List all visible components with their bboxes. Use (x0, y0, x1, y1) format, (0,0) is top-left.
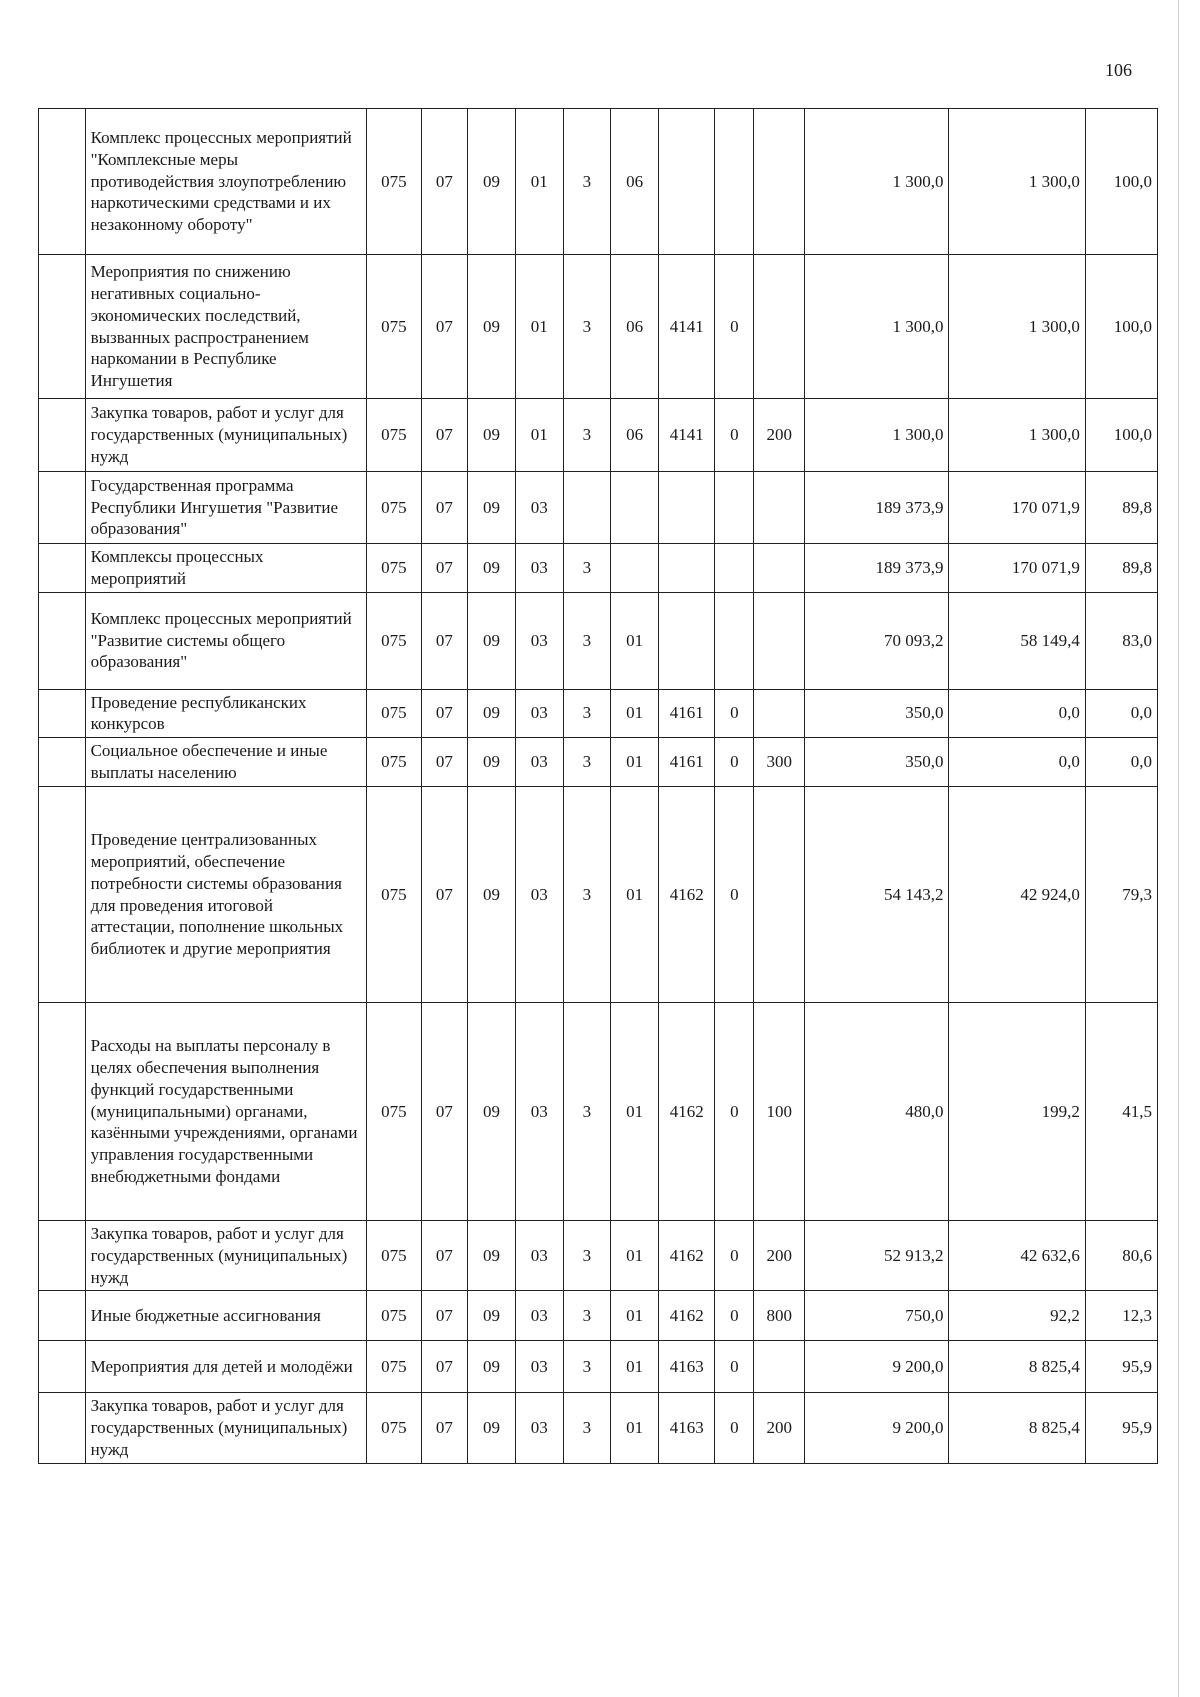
row-index-cell (39, 255, 86, 399)
code-complex: 01 (611, 1341, 659, 1393)
row-index-cell (39, 1341, 86, 1393)
code-program: 03 (515, 544, 563, 593)
code-section: 07 (421, 1291, 468, 1341)
code-program-type: 3 (563, 255, 611, 399)
planned-amount: 480,0 (805, 1003, 949, 1221)
code-program: 03 (515, 689, 563, 738)
code-direction: 4162 (658, 1221, 715, 1291)
code-program-type: 3 (563, 592, 611, 689)
code-program: 03 (515, 1221, 563, 1291)
row-index-cell (39, 1003, 86, 1221)
row-index-cell (39, 787, 86, 1003)
row-name: Расходы на выплаты персоналу в целях обеспечения выполнения функций государственными (муниципальными) органами, казёнными учреждениями, органами управления государственными внебюджетными фондами (85, 1003, 367, 1221)
code-section: 07 (421, 1221, 468, 1291)
code-complex: 01 (611, 787, 659, 1003)
code-direction: 4161 (658, 738, 715, 787)
table-body (39, 109, 1158, 1464)
row-index-cell (39, 544, 86, 593)
code-direction: 4141 (658, 255, 715, 399)
code-expense-type: 200 (754, 1221, 805, 1291)
table-row (39, 1393, 1158, 1463)
code-expense-type: 200 (754, 399, 805, 472)
code-program: 03 (515, 787, 563, 1003)
code-admin: 075 (367, 1341, 421, 1393)
code-program-type: 3 (563, 109, 611, 255)
code-program: 03 (515, 472, 563, 544)
planned-amount: 350,0 (805, 738, 949, 787)
code-complex: 06 (611, 255, 659, 399)
executed-amount: 1 300,0 (949, 399, 1085, 472)
row-name: Комплексы процессных мероприятий (85, 544, 367, 593)
code-section: 07 (421, 738, 468, 787)
planned-amount: 70 093,2 (805, 592, 949, 689)
code-expense-type (754, 1341, 805, 1393)
code-expense-type (754, 472, 805, 544)
code-program: 01 (515, 255, 563, 399)
code-program-type: 3 (563, 787, 611, 1003)
planned-amount: 350,0 (805, 689, 949, 738)
executed-amount: 1 300,0 (949, 109, 1085, 255)
code-subsection: 09 (468, 1341, 516, 1393)
row-name: Социальное обеспечение и иные выплаты населению (85, 738, 367, 787)
code-admin: 075 (367, 787, 421, 1003)
code-section: 07 (421, 399, 468, 472)
code-program: 01 (515, 109, 563, 255)
code-program-type: 3 (563, 689, 611, 738)
planned-amount: 9 200,0 (805, 1393, 949, 1463)
code-subsection: 09 (468, 399, 516, 472)
code-section: 07 (421, 1393, 468, 1463)
code-expense-type: 100 (754, 1003, 805, 1221)
code-program-type: 3 (563, 1393, 611, 1463)
code-subsection: 09 (468, 592, 516, 689)
code-subdirection: 0 (715, 399, 754, 472)
code-program-type: 3 (563, 544, 611, 593)
code-admin: 075 (367, 1003, 421, 1221)
code-direction (658, 592, 715, 689)
code-admin: 075 (367, 592, 421, 689)
code-subdirection (715, 109, 754, 255)
row-name: Закупка товаров, работ и услуг для государственных (муниципальных) нужд (85, 399, 367, 472)
row-name: Государственная программа Республики Ингушетия "Развитие образования" (85, 472, 367, 544)
code-expense-type: 800 (754, 1291, 805, 1341)
code-program-type: 3 (563, 738, 611, 787)
code-subdirection (715, 592, 754, 689)
table-row (39, 1291, 1158, 1341)
code-subsection: 09 (468, 1393, 516, 1463)
planned-amount: 54 143,2 (805, 787, 949, 1003)
table-row (39, 255, 1158, 399)
execution-percent: 80,6 (1085, 1221, 1157, 1291)
executed-amount: 1 300,0 (949, 255, 1085, 399)
planned-amount: 189 373,9 (805, 544, 949, 593)
code-section: 07 (421, 472, 468, 544)
executed-amount: 0,0 (949, 738, 1085, 787)
executed-amount: 42 632,6 (949, 1221, 1085, 1291)
code-subdirection: 0 (715, 1291, 754, 1341)
code-subdirection: 0 (715, 1393, 754, 1463)
table-row (39, 592, 1158, 689)
executed-amount: 170 071,9 (949, 544, 1085, 593)
code-section: 07 (421, 689, 468, 738)
execution-percent: 89,8 (1085, 472, 1157, 544)
code-subsection: 09 (468, 255, 516, 399)
code-complex: 06 (611, 109, 659, 255)
executed-amount: 170 071,9 (949, 472, 1085, 544)
code-direction (658, 544, 715, 593)
code-complex: 01 (611, 1221, 659, 1291)
execution-percent: 0,0 (1085, 738, 1157, 787)
execution-percent: 12,3 (1085, 1291, 1157, 1341)
code-subsection: 09 (468, 738, 516, 787)
table-row (39, 544, 1158, 593)
code-direction: 4163 (658, 1393, 715, 1463)
code-subsection: 09 (468, 472, 516, 544)
code-admin: 075 (367, 109, 421, 255)
code-section: 07 (421, 544, 468, 593)
planned-amount: 9 200,0 (805, 1341, 949, 1393)
code-program-type: 3 (563, 399, 611, 472)
row-name: Мероприятия по снижению негативных социально-экономических последствий, вызванных распространением наркомании в Республике Ингушетия (85, 255, 367, 399)
row-name: Закупка товаров, работ и услуг для государственных (муниципальных) нужд (85, 1221, 367, 1291)
executed-amount: 8 825,4 (949, 1393, 1085, 1463)
table-row (39, 689, 1158, 738)
code-section: 07 (421, 592, 468, 689)
row-index-cell (39, 109, 86, 255)
code-admin: 075 (367, 255, 421, 399)
code-complex: 01 (611, 592, 659, 689)
executed-amount: 92,2 (949, 1291, 1085, 1341)
code-subdirection: 0 (715, 255, 754, 399)
code-subdirection (715, 472, 754, 544)
table-row (39, 399, 1158, 472)
code-program: 03 (515, 1291, 563, 1341)
code-direction: 4163 (658, 1341, 715, 1393)
code-expense-type (754, 787, 805, 1003)
code-direction: 4162 (658, 1003, 715, 1221)
code-direction (658, 472, 715, 544)
code-expense-type (754, 255, 805, 399)
executed-amount: 8 825,4 (949, 1341, 1085, 1393)
code-subsection: 09 (468, 1003, 516, 1221)
code-program-type: 3 (563, 1221, 611, 1291)
code-expense-type (754, 689, 805, 738)
row-name: Комплекс процессных мероприятий "Развитие системы общего образования" (85, 592, 367, 689)
code-program: 03 (515, 738, 563, 787)
code-admin: 075 (367, 399, 421, 472)
code-direction: 4162 (658, 1291, 715, 1341)
code-program: 03 (515, 592, 563, 689)
execution-percent: 83,0 (1085, 592, 1157, 689)
executed-amount: 199,2 (949, 1003, 1085, 1221)
row-index-cell (39, 1221, 86, 1291)
scan-edge-line (1178, 0, 1179, 1697)
code-admin: 075 (367, 544, 421, 593)
code-subdirection (715, 544, 754, 593)
table-row (39, 1003, 1158, 1221)
code-program: 03 (515, 1003, 563, 1221)
code-admin: 075 (367, 1221, 421, 1291)
code-program-type: 3 (563, 1291, 611, 1341)
row-name: Комплекс процессных мероприятий "Комплексные меры противодействия злоупотреблению наркотическими средствами и их незаконному обороту" (85, 109, 367, 255)
row-index-cell (39, 472, 86, 544)
code-direction: 4162 (658, 787, 715, 1003)
code-complex: 01 (611, 689, 659, 738)
code-direction (658, 109, 715, 255)
code-subsection: 09 (468, 544, 516, 593)
planned-amount: 189 373,9 (805, 472, 949, 544)
planned-amount: 1 300,0 (805, 399, 949, 472)
planned-amount: 1 300,0 (805, 255, 949, 399)
row-index-cell (39, 592, 86, 689)
code-section: 07 (421, 1341, 468, 1393)
row-name: Иные бюджетные ассигнования (85, 1291, 367, 1341)
row-index-cell (39, 689, 86, 738)
code-program: 03 (515, 1393, 563, 1463)
code-expense-type (754, 592, 805, 689)
code-expense-type (754, 544, 805, 593)
code-subdirection: 0 (715, 1341, 754, 1393)
row-index-cell (39, 1291, 86, 1341)
code-subdirection: 0 (715, 1221, 754, 1291)
code-expense-type: 300 (754, 738, 805, 787)
code-program-type: 3 (563, 1341, 611, 1393)
executed-amount: 0,0 (949, 689, 1085, 738)
code-subdirection: 0 (715, 689, 754, 738)
code-program: 03 (515, 1341, 563, 1393)
code-program-type: 3 (563, 1003, 611, 1221)
code-subdirection: 0 (715, 738, 754, 787)
code-subsection: 09 (468, 1291, 516, 1341)
code-admin: 075 (367, 738, 421, 787)
code-complex: 01 (611, 1003, 659, 1221)
execution-percent: 95,9 (1085, 1341, 1157, 1393)
code-admin: 075 (367, 1291, 421, 1341)
code-section: 07 (421, 109, 468, 255)
row-index-cell (39, 1393, 86, 1463)
row-name: Проведение республиканских конкурсов (85, 689, 367, 738)
code-direction: 4141 (658, 399, 715, 472)
code-admin: 075 (367, 472, 421, 544)
table-row (39, 787, 1158, 1003)
code-subdirection: 0 (715, 1003, 754, 1221)
code-subsection: 09 (468, 689, 516, 738)
row-name: Закупка товаров, работ и услуг для государственных (муниципальных) нужд (85, 1393, 367, 1463)
code-program-type (563, 472, 611, 544)
row-name: Проведение централизованных мероприятий, обеспечение потребности системы образования для проведения итоговой аттестации, пополнение школьных библиотек и другие мероприятия (85, 787, 367, 1003)
code-subsection: 09 (468, 109, 516, 255)
code-complex: 01 (611, 1393, 659, 1463)
execution-percent: 79,3 (1085, 787, 1157, 1003)
code-section: 07 (421, 1003, 468, 1221)
page-number: 106 (1105, 60, 1132, 80)
code-admin: 075 (367, 689, 421, 738)
table-row (39, 1221, 1158, 1291)
code-subsection: 09 (468, 1221, 516, 1291)
code-program: 01 (515, 399, 563, 472)
row-index-cell (39, 738, 86, 787)
executed-amount: 58 149,4 (949, 592, 1085, 689)
code-expense-type (754, 109, 805, 255)
code-complex (611, 544, 659, 593)
execution-percent: 41,5 (1085, 1003, 1157, 1221)
planned-amount: 1 300,0 (805, 109, 949, 255)
code-complex (611, 472, 659, 544)
execution-percent: 100,0 (1085, 399, 1157, 472)
code-complex: 06 (611, 399, 659, 472)
planned-amount: 52 913,2 (805, 1221, 949, 1291)
code-section: 07 (421, 255, 468, 399)
row-index-cell (39, 399, 86, 472)
code-direction: 4161 (658, 689, 715, 738)
execution-percent: 89,8 (1085, 544, 1157, 593)
table-row (39, 1341, 1158, 1393)
table-row (39, 472, 1158, 544)
budget-execution-table (38, 108, 1158, 1464)
row-name: Мероприятия для детей и молодёжи (85, 1341, 367, 1393)
execution-percent: 100,0 (1085, 109, 1157, 255)
code-subsection: 09 (468, 787, 516, 1003)
code-complex: 01 (611, 738, 659, 787)
code-section: 07 (421, 787, 468, 1003)
code-expense-type: 200 (754, 1393, 805, 1463)
code-subdirection: 0 (715, 787, 754, 1003)
code-admin: 075 (367, 1393, 421, 1463)
code-complex: 01 (611, 1291, 659, 1341)
execution-percent: 100,0 (1085, 255, 1157, 399)
table-row (39, 109, 1158, 255)
table-row (39, 738, 1158, 787)
execution-percent: 95,9 (1085, 1393, 1157, 1463)
execution-percent: 0,0 (1085, 689, 1157, 738)
planned-amount: 750,0 (805, 1291, 949, 1341)
executed-amount: 42 924,0 (949, 787, 1085, 1003)
